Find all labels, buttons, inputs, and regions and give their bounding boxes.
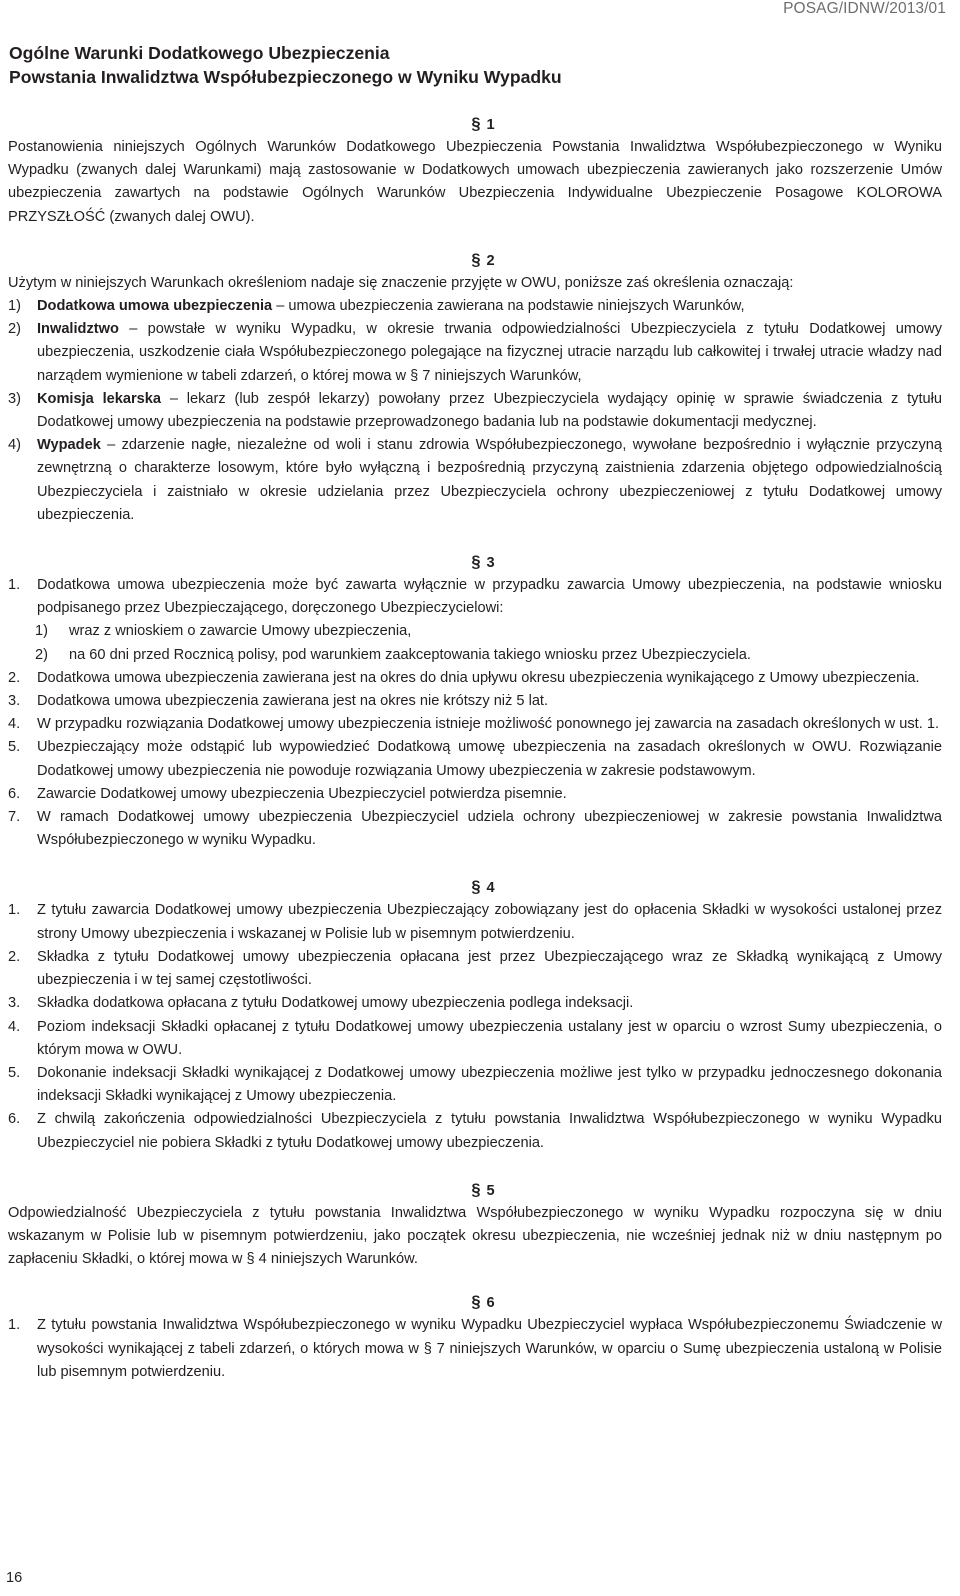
section-number: 5 [486,1182,495,1199]
list-item [8,946,942,992]
section-symbol: § [471,250,481,269]
definition-text: umowa ubezpieczenia zawierana na podstawie niniejszych Warunków, [288,298,745,315]
item-number: 1. [8,1317,21,1334]
item-number: 5. [8,739,21,756]
document-body [8,113,942,1384]
list-item [8,690,942,713]
spacer [8,527,942,551]
item-text: Dodatkowa umowa ubezpieczenia zawierana jest na okres nie krótszy niż 5 lat. [37,693,549,710]
definition-item [8,318,942,388]
item-number: 3) [8,390,21,407]
sub-list-item [8,620,942,643]
section-number: 1 [486,117,495,133]
document-title [9,41,562,89]
spacer [8,852,942,876]
item-text: Ubezpieczający może odstąpić lub wypowiedzieć Dodatkową umowę ubezpieczenia na zasadach określonych w OWU. Rozwiązanie Dodatkowej umowy ubezpieczenia nie powoduje rozwiązania Umowy ubezpieczenia w zakresie podstawowym. [37,739,942,779]
definition-item [8,434,942,527]
term-dash: – [118,321,148,338]
definition-item [8,388,942,434]
item-text [37,434,942,527]
list-item [8,574,942,620]
list-item [8,1314,942,1384]
defined-term: Inwalidztwo [37,321,119,338]
list-item [8,1062,942,1108]
item-number: 1. [8,902,21,919]
section-number: 3 [486,555,495,572]
item-number: 1) [35,623,48,640]
term-dash: – [161,390,187,407]
list-item [8,783,942,806]
list-item [8,1108,942,1154]
item-text: Dodatkowa umowa ubezpieczenia zawierana jest na okres do dnia upływu okresu ubezpieczenia wynikającego z Umowy ubezpieczenia. [37,669,920,686]
page-number: 16 [6,1570,23,1586]
list-item [8,736,942,782]
definition-item [8,295,942,318]
item-number: 4) [8,437,21,454]
item-number: 1. [8,577,21,594]
document-code: POSAG/IDNW/2013/01 [783,0,946,17]
list-item [8,899,942,945]
list-item [8,667,942,690]
item-number: 6. [8,785,21,802]
item-text: Z tytułu zawarcia Dodatkowej umowy ubezpieczenia Ubezpieczający zobowiązany jest do opłacenia Składki w wysokości ustalonej przez strony Umowy ubezpieczenia i wskazanej w Polisie lub w pisemnym potwierdzeniu. [37,902,942,942]
section-symbol: § [471,878,481,897]
item-number: 2. [8,669,21,686]
item-text: W przypadku rozwiązania Dodatkowej umowy ubezpieczenia istnieje możliwość ponownego jej zawarcia na zasadach określonych w ust. 1. [37,716,940,733]
section-heading-1 [8,113,942,136]
section-heading-6 [8,1291,942,1314]
item-text: Składka z tytułu Dodatkowej umowy ubezpieczenia opłacana jest przez Ubezpieczającego wraz ze Składką wynikającą z Umowy ubezpieczenia i w tej samej częstotliwości. [37,948,942,989]
item-text: wraz z wnioskiem o zawarcie Umowy ubezpieczenia, [69,623,412,640]
item-text [37,295,942,318]
spacer [8,1271,942,1291]
definition-text: zdarzenie nagłe, niezależne od woli i stanu zdrowia Współubezpieczonego, wywołane bezpośrednio i wyłącznie przyczyną zewnętrzną o charakterze losowym, które było wyłączną i bezpośrednią przyczyną zaistnienia zdarzenia objętego odpowiedzialnością Ubezpieczyciela i zaistniało w okresie udzielania przez Ubezpieczyciela ochrony ubezpieczeniowej z tytułu Dodatkowej umowy ubezpieczenia. [37,437,942,523]
section-symbol: § [471,115,481,133]
section-heading-5 [8,1179,942,1202]
item-number: 2. [8,948,21,965]
section-symbol: § [471,1293,481,1312]
item-number: 5. [8,1064,21,1081]
section-heading-4 [8,876,942,899]
item-text: Zawarcie Dodatkowej umowy ubezpieczenia Ubezpieczyciel potwierdza pisemnie. [37,785,567,802]
item-number: 2) [35,646,48,663]
item-text: W ramach Dodatkowej umowy ubezpieczenia Ubezpieczyciel udziela ochrony ubezpieczeniowej w zakresie powstania Inwalidztwa Współubezpieczonego w wyniku Wypadku. [37,809,942,849]
section-2-intro: Użytym w niniejszych Warunkach określeniom nadaje się znaczenie przyjęte w OWU, poniższe zaś określenia oznaczają: [8,274,794,291]
item-number: 1) [8,298,21,315]
sub-list-item [8,644,942,667]
section-symbol: § [471,1180,481,1199]
spacer [8,1155,942,1179]
spacer [8,229,942,249]
item-text: Składka dodatkowa opłacana z tytułu Dodatkowej umowy ubezpieczenia podlega indeksacji. [37,995,634,1012]
section-heading-2 [8,249,942,272]
term-dash: – [272,298,289,315]
section-heading-3 [8,551,942,574]
item-number: 2) [8,321,21,338]
definition-text: lekarz (lub zespół lekarzy) powołany przez Ubezpieczyciela wydający opinię w sprawie świadczenia z tytułu Dodatkowej umowy ubezpieczenia na podstawie przeprowadzonego badania lub na podstawie dokumentacji medycznej. [37,390,942,431]
title-line-2: Powstania Inwalidztwa Współubezpieczonego w Wyniku Wypadku [9,67,562,87]
section-1-paragraph: Postanowienia niniejszych Ogólnych Warunków Dodatkowego Ubezpieczenia Powstania Inwalidztwa Współubezpieczonego w Wyniku Wypadku (zwanych dalej Warunkami) mają zastosowanie w Dodatkowych umowach ubezpieczenia zawieranych jako rozszerzenie Umów ubezpieczenia zawartych na podstawie Ogólnych Warunków Ubezpieczenia Indywidualne Ubezpieczenie Posagowe KOLOROWA PRZYSZŁOŚĆ (zwanych dalej OWU). [8,139,942,225]
item-text: na 60 dni przed Rocznicą polisy, pod warunkiem zaakceptowania takiego wniosku przez Ubezpieczyciela. [69,646,751,663]
defined-term: Dodatkowa umowa ubezpieczenia [37,298,273,315]
defined-term: Komisja lekarska [37,390,162,407]
list-item [8,1016,942,1062]
definition-text: powstałe w wyniku Wypadku, w okresie trwania odpowiedzialności Ubezpieczyciela z tytułu Dodatkowej umowy ubezpieczenia, uszkodzenie ciała Współubezpieczonego polegające na fizycznej utracie narządu lub całkowitej i trwałej utracie władzy nad narządem wymienione w tabeli zdarzeń, o której mowa w § 7 niniejszych Warunków, [37,321,942,384]
title-line-1: Ogólne Warunki Dodatkowego Ubezpieczenia [9,43,390,63]
list-item [8,992,942,1015]
item-text [37,318,942,388]
section-number: 4 [486,880,495,897]
item-number: 7. [8,809,21,826]
item-number: 4. [8,1018,21,1035]
item-text: Poziom indeksacji Składki opłacanej z tytułu Dodatkowej umowy ubezpieczenia ustalany jest w oparciu o wzrost Sumy ubezpieczenia, o którym mowa w OWU. [37,1018,942,1058]
item-text: Z tytułu powstania Inwalidztwa Współubezpieczonego w wyniku Wypadku Ubezpieczyciel wypłaca Współubezpieczonemu Świadczenie w wysokości wynikającej z tabeli zdarzeń, o których mowa w § 7 niniejszych Warunków, w oparciu o Sumę ubezpieczenia ustaloną w Polisie lub pisemnym potwierdzeniu. [37,1317,942,1380]
item-number: 6. [8,1111,21,1128]
term-dash: – [100,437,122,454]
list-item [8,806,942,852]
section-number: 2 [486,252,495,269]
section-number: 6 [486,1295,495,1312]
item-text [37,388,942,434]
item-number: 3. [8,693,21,710]
section-symbol: § [471,553,481,572]
item-number: 4. [8,716,21,733]
list-item [8,713,942,736]
section-5-paragraph: Odpowiedzialność Ubezpieczyciela z tytułu powstania Inwalidztwa Współubezpieczonego w wyniku Wypadku rozpoczyna się w dniu wskazanym w Polisie lub w pisemnym potwierdzeniu, jako początek okresu ubezpieczenia, nie wcześniej jednak niż w dniu następnym po zapłaceniu Składki, o której mowa w § 4 niniejszych Warunków. [8,1204,942,1268]
defined-term: Wypadek [37,437,101,454]
item-text: Dokonanie indeksacji Składki wynikającej z Dodatkowej umowy ubezpieczenia możliwe jest tylko w przypadku jednoczesnego dokonania indeksacji Składki wynikającej z Umowy ubezpieczenia. [37,1064,942,1105]
item-number: 3. [8,995,21,1012]
item-text: Dodatkowa umowa ubezpieczenia może być zawarta wyłącznie w przypadku zawarcia Umowy ubezpieczenia, na podstawie wniosku podpisanego przez Ubezpieczającego, doręczonego Ubezpieczycielowi: [37,577,942,617]
item-text: Z chwilą zakończenia odpowiedzialności Ubezpieczyciela z tytułu powstania Inwalidztwa Współubezpieczonego w wyniku Wypadku Ubezpieczyciel nie pobiera Składki z tytułu Dodatkowej umowy ubezpieczenia. [37,1111,942,1151]
